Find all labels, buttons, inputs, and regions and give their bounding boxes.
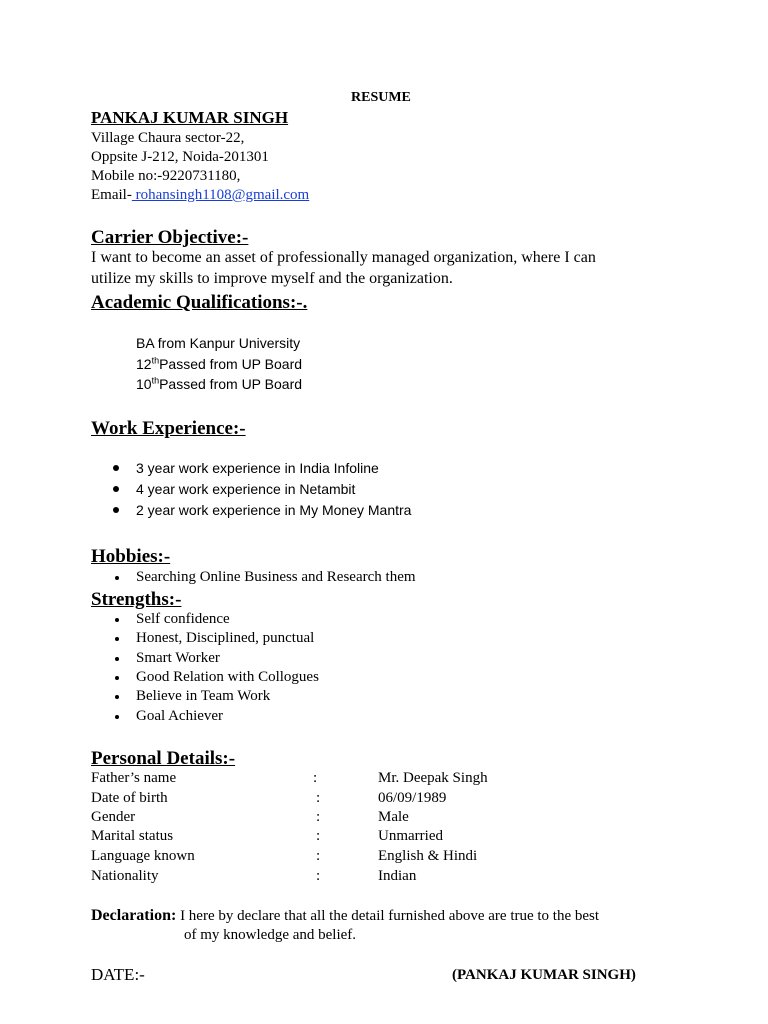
personal-value: Unmarried bbox=[378, 828, 443, 844]
personal-separator: : bbox=[316, 809, 321, 825]
objective-heading: Carrier Objective:- bbox=[91, 227, 249, 248]
applicant-name: PANKAJ KUMAR SINGH bbox=[91, 108, 289, 127]
work-heading: Work Experience:- bbox=[91, 418, 246, 439]
address-line-2: Oppsite J-212, Noida-201301 bbox=[91, 149, 269, 165]
academic-item: 10thPassed from UP Board bbox=[136, 375, 303, 392]
objective-line-1: I want to become an asset of professionally managed organization, where I can bbox=[91, 249, 596, 266]
personal-separator: : bbox=[316, 868, 321, 884]
bullet-icon bbox=[113, 507, 119, 513]
academic-heading: Academic Qualifications:-. bbox=[91, 292, 308, 313]
date-label: DATE:- bbox=[91, 965, 145, 984]
personal-value: Indian bbox=[378, 868, 417, 884]
academic-item: BA from Kanpur University bbox=[136, 335, 301, 351]
bullet-icon bbox=[115, 576, 119, 580]
bullet-icon bbox=[115, 715, 119, 719]
signature-name: (PANKAJ KUMAR SINGH) bbox=[452, 967, 636, 983]
personal-value: Male bbox=[378, 809, 409, 825]
bullet-icon bbox=[115, 676, 119, 680]
email-line bbox=[91, 187, 309, 204]
personal-label: Marital status bbox=[91, 828, 174, 844]
work-item: 2 year work experience in My Money Mantra bbox=[136, 502, 412, 518]
bullet-icon bbox=[115, 618, 119, 622]
strengths-heading: Strengths:- bbox=[91, 589, 182, 610]
strength-item: Honest, Disciplined, punctual bbox=[136, 630, 315, 646]
declaration-line-2: of my knowledge and belief. bbox=[184, 927, 357, 943]
personal-value: Mr. Deepak Singh bbox=[378, 770, 488, 786]
personal-label: Language known bbox=[91, 848, 195, 864]
bullet-icon bbox=[115, 657, 119, 661]
address-line-1: Village Chaura sector-22, bbox=[91, 130, 245, 146]
strength-item: Self confidence bbox=[136, 611, 230, 627]
hobby-item: Searching Online Business and Research them bbox=[136, 569, 416, 585]
bullet-icon bbox=[113, 465, 119, 471]
personal-separator: : bbox=[316, 848, 321, 864]
declaration-line-1 bbox=[91, 907, 599, 925]
strength-item: Good Relation with Collogues bbox=[136, 669, 319, 685]
personal-label: Date of birth bbox=[91, 790, 168, 806]
personal-value: 06/09/1989 bbox=[378, 790, 447, 806]
mobile-number: Mobile no:-9220731180, bbox=[91, 168, 241, 184]
academic-item: 12thPassed from UP Board bbox=[136, 355, 303, 372]
strength-item: Goal Achiever bbox=[136, 708, 224, 724]
bullet-icon bbox=[115, 695, 119, 699]
bullet-icon bbox=[115, 637, 119, 641]
strength-item: Smart Worker bbox=[136, 650, 220, 666]
personal-label: Gender bbox=[91, 809, 136, 825]
work-item: 3 year work experience in India Infoline bbox=[136, 460, 379, 476]
personal-heading: Personal Details:- bbox=[91, 748, 236, 769]
personal-label: Father’s name bbox=[91, 770, 177, 786]
declaration-text: I here by declare that all the detail furnished above are true to the best bbox=[176, 908, 600, 924]
resume-title: RESUME bbox=[351, 90, 411, 105]
strength-item: Believe in Team Work bbox=[136, 688, 271, 704]
personal-value: English & Hindi bbox=[378, 848, 478, 864]
personal-label: Nationality bbox=[91, 868, 159, 884]
hobbies-heading: Hobbies:- bbox=[91, 546, 171, 567]
objective-line-2: utilize my skills to improve myself and the organization. bbox=[91, 270, 453, 287]
declaration-label: Declaration: bbox=[91, 907, 177, 924]
personal-separator: : bbox=[316, 828, 321, 844]
personal-separator: : bbox=[313, 770, 318, 786]
bullet-icon bbox=[113, 486, 119, 492]
personal-separator: : bbox=[316, 790, 321, 806]
work-item: 4 year work experience in Netambit bbox=[136, 481, 356, 497]
email-label: Email- bbox=[91, 187, 132, 203]
email-link[interactable]: rohansingh1108@gmail.com bbox=[131, 187, 310, 203]
